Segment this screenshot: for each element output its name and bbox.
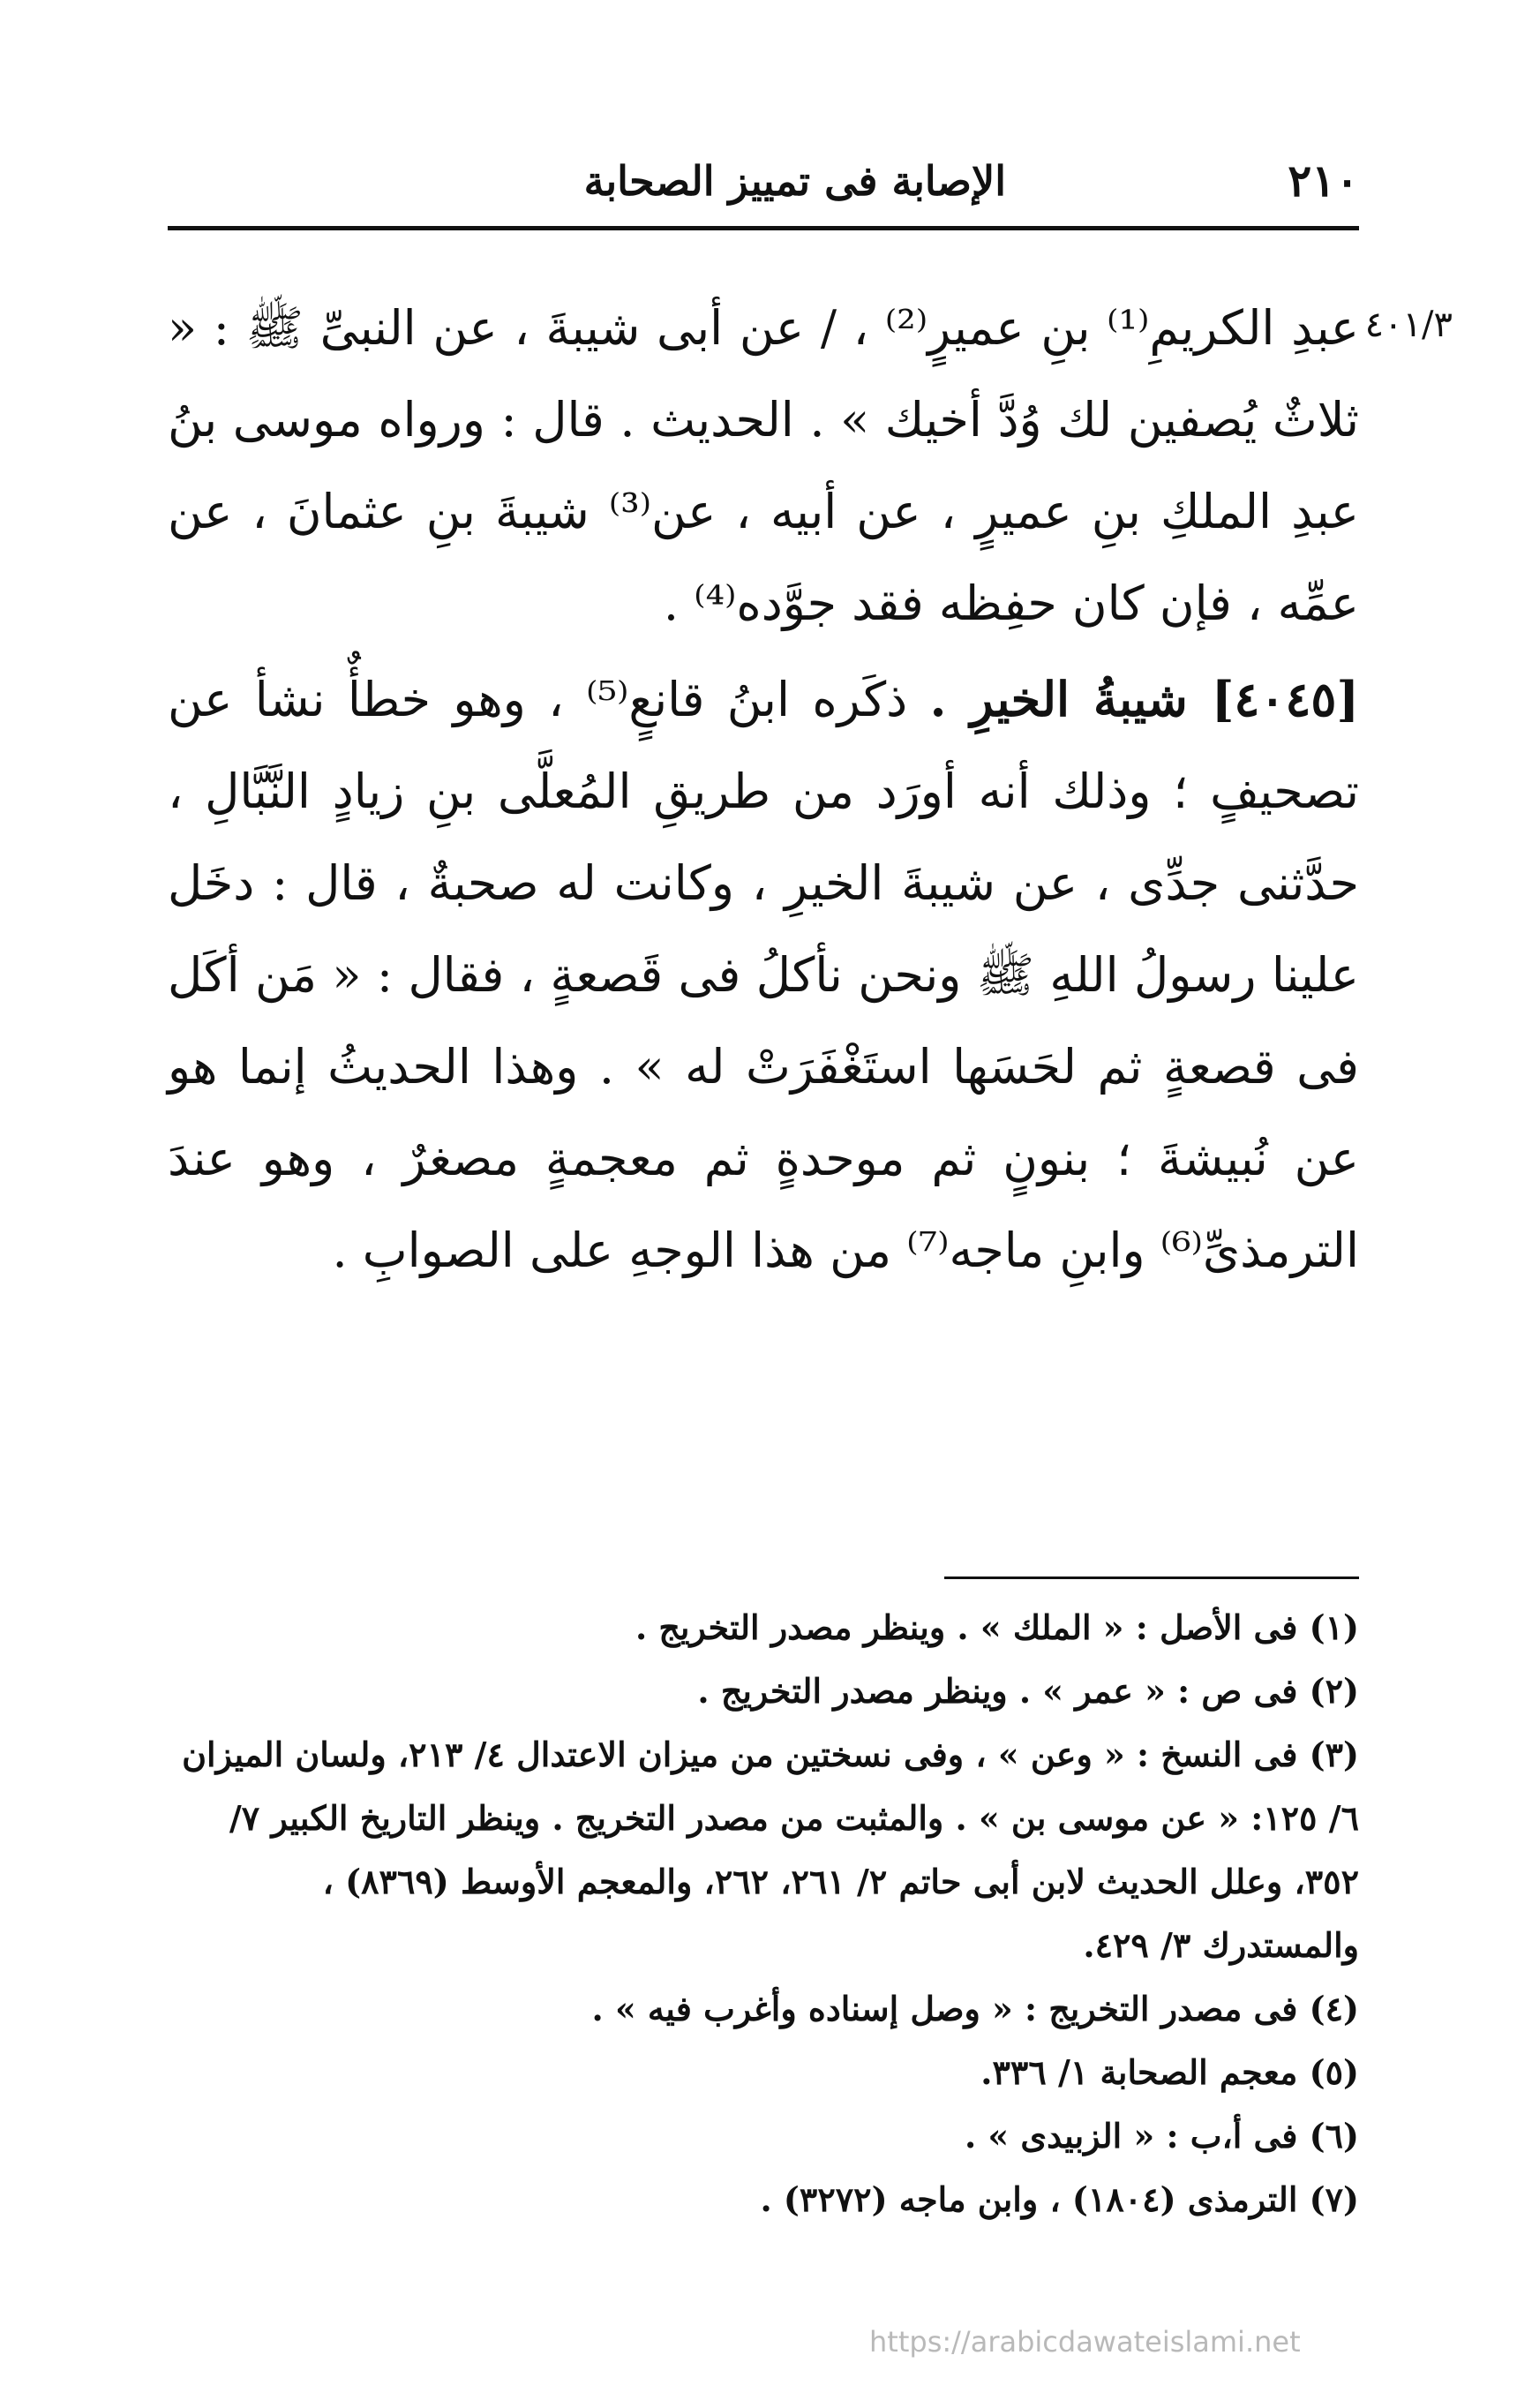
footnote-5: (٥) معجم الصحابة ١/ ٣٣٦. [980, 2052, 1359, 2092]
page-number: ٢١٠ [1288, 154, 1359, 207]
paragraph-continuation: عبدِ الكريمِ⁽¹⁾ بنِ عميرٍ⁽²⁾ ، / عن أبى شيبةَ ، عن النبىِّ ﷺ : « ثلاثٌ يُصفين لك وُدَّ أخيك » . الحديث . قال : ورواه موسى بنُ عبدِ الملكِ بنِ عميرٍ ، عن أبيه ، عن⁽³⁾ شيبةَ بنِ عثمانَ ، عن عمِّه ، فإن كان حفِظه فقد جوَّده⁽⁴⁾ . [168, 300, 1359, 631]
footnotes [168, 1596, 1359, 2231]
footnote-4: (٤) فى مصدر التخريج : « وصل إسناده وأغرب فيه » . [591, 1989, 1359, 2028]
entry-text: ذكَره ابنُ قانعٍ⁽⁵⁾ ، وهو خطأٌ نشأ عن تصحيفٍ ؛ وذلك أنه أورَد من طريقِ المُعلَّى بنِ زيادٍ النَّبَّالِ ، حدَّثنى جدِّى ، عن شيبةَ الخيرِ ، وكانت له صحبةٌ ، قال : دخَل علينا رسولُ اللهِ ﷺ ونحن نأكلُ فى قَصعةٍ ، فقال : « مَن أكَل فى قصعةٍ ثم لحَسَها استَغْفَرَتْ له » . وهذا الحديثُ إنما هو عن نُبيشةَ ؛ بنونٍ ثم موحدةٍ ثم معجمةٍ مصغرٌ ، وهو عندَ الترمذىِّ⁽⁶⁾ وابنِ ماجه⁽⁷⁾ من هذا الوجهِ على الصوابِ . [168, 672, 1359, 1278]
entry-heading: [٤٠٤٥] شيبةُ الخيرِ . [929, 671, 1359, 727]
footnote-1: (١) فى الأصل : « الملك » . وينظر مصدر التخريج . [635, 1607, 1359, 1647]
header-rule [168, 226, 1359, 230]
main-text [168, 282, 1359, 1297]
running-title: الإصابة فى تمييز الصحابة [583, 157, 1006, 205]
paragraph-entry-4045 [168, 653, 1359, 1297]
footnote-3: (٣) فى النسخ : « وعن » ، وفى نسختين من ميزان الاعتدال ٤/ ٢١٣، ولسان الميزان ٦/ ١٢٥: « عن موسى بن » . والمثبت من مصدر التخريج . وينظر التاريخ الكبير ٧/ ٣٥٢، وعلل الحديث لابن أبى حاتم ٢/ ٢٦١، ٢٦٢، والمعجم الأوسط (٨٣٦٩) ، والمستدرك ٣/ ٤٢٩. [182, 1735, 1359, 1965]
footnote-7: (٧) الترمذى (١٨٠٤) ، وابن ماجه (٣٢٧٢) . [760, 2179, 1359, 2219]
watermark-url: https://arabicdawateislami.net [869, 2325, 1301, 2359]
margin-volume-page-reference: ٤٠١/٣ [1364, 305, 1453, 345]
page-header [168, 150, 1359, 221]
footnote-separator [944, 1576, 1359, 1579]
footnote-2: (٢) فى ص : « عمر » . وينظر مصدر التخريج . [697, 1671, 1359, 1711]
footnote-6: (٦) فى أ،ب : « الزبيدى » . [964, 2116, 1359, 2156]
